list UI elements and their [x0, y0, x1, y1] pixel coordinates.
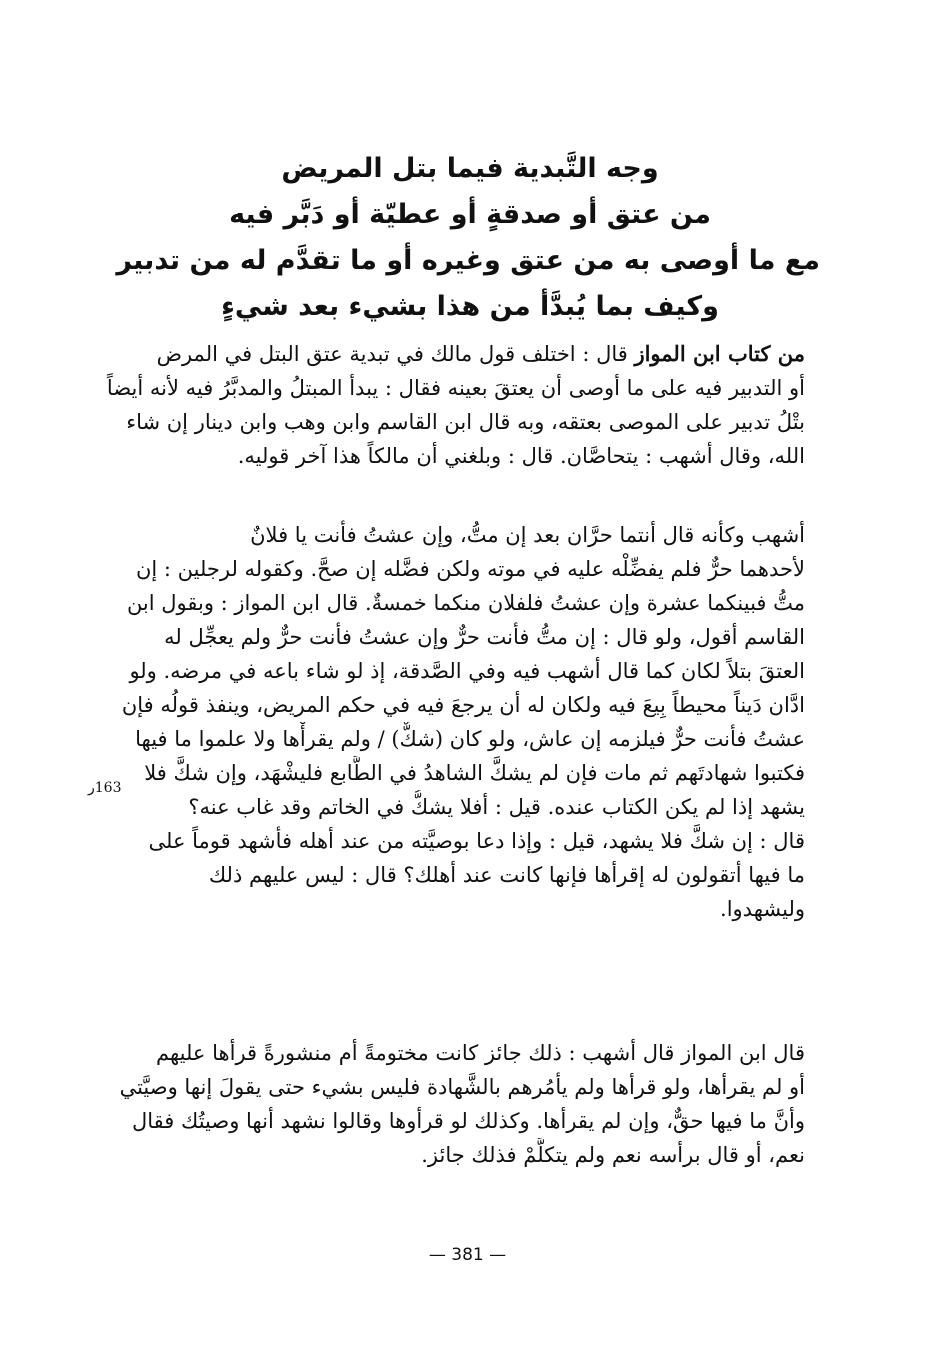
text-line: قال : إن شكَّ فلا يشهد، قيل : وإذا دعا بوصيَّته من عند أهله فأشهد قوماً على: [148, 829, 805, 853]
heading-line: وكيف بما يُبدَّأ من هذا بشيء بعد شيءٍ: [221, 291, 719, 322]
paragraph-1: [100, 337, 805, 473]
text-line: عشتُ فأنت حرٌّ فيلزمه إن عاش، ولو كان (شكٌّ) / ولم يقرأْها ولا علموا ما فيها: [135, 727, 805, 751]
text-line: الله، وقال أشهب : يتحاصَّان. قال : وبلغني أن مالكاً هذا آخر قوليه.: [237, 444, 805, 468]
text-line: أو لم يقرأها، ولو قرأها ولم يأمُرهم بالشَّهادة فليس بشيء حتى يقولَ إنها وصيَّتي: [119, 1075, 805, 1099]
paragraph-2: [100, 518, 805, 926]
text-line: فكتبوا شهادتَهم ثم مات فإن لم يشكَّ الشاهدُ في الطَّابع فليشْهَد، وإن شكَّ فلا: [144, 761, 805, 785]
text-line: وليشهدوا.: [720, 897, 805, 921]
text-line: وأنَّ ما فيها حقٌّ، وإن لم يقرأها. وكذلك لو قرأوها وقالوا نشهد أنها وصيتُك فقال: [132, 1109, 805, 1133]
text-line: القاسم أقول، ولو قال : إن متُّ فأنت حرٌّ وإن عشتُ فأنت حرٌّ ولم يعجِّل له: [164, 625, 805, 649]
heading-line: مع ما أوصى به من عتق وغيره أو ما تقدَّم له من تدبير: [116, 245, 820, 276]
text-line: أو التدبير فيه على ما أوصى أن يعتقَ بعينه فقال : يبدأ المبتلُ والمدبَّرُ فيه لأنه أيضاً: [106, 376, 805, 400]
text-line: أشهب وكأنه قال أنتما حرَّان بعد إن متُّ، وإن عشتُ فأنت يا فلانٌ: [250, 523, 805, 547]
manuscript-folio-note: 163ر: [88, 780, 122, 796]
text-line: قال ابن المواز قال أشهب : ذلك جائز كانت مختومةً أم منشورةً قرأها عليهم: [155, 1041, 805, 1065]
paragraph-3: [100, 1036, 805, 1172]
page-number: — 381 —: [428, 1245, 507, 1265]
source-opening: من كتاب ابن المواز: [634, 341, 805, 366]
text-line: نعم، أو قال برأسه نعم ولم يتكلَّمْ فذلك جائز.: [421, 1143, 805, 1167]
text-fragment: قال : اختلف قول مالك في تبدية عتق البتل في المرض: [156, 342, 635, 366]
heading-line: وجه التَّبدية فيما بتل المريض: [281, 153, 659, 184]
text-line: متُّ فبينكما عشرة وإن عشتُ فلفلان منكما خمسةٌ. قال ابن المواز : وبقول ابن: [126, 591, 805, 615]
text-line: [100, 337, 805, 371]
text-line: العتقَ بتلاً لكان كما قال أشهب فيه وفي الصَّدقة، إذ لو شاء باعه في مرضه. ولو: [129, 659, 805, 683]
text-line: يشهد إذا لم يكن الكتاب عنده. قيل : أفلا يشكُّ في الخاتم وقد غاب عنه؟: [188, 795, 805, 819]
text-line: بتْلُ تدبير على الموصى بعتقه، وبه قال ابن القاسم وابن وهب وابن دينار إن شاء: [126, 410, 805, 434]
text-line: ما فيها أتقولون له إقرأها فإنها كانت عند أهلك؟ قال : ليس عليهم ذلك: [208, 863, 805, 887]
text-line: ادَّان دَيناً محيطاً بِيعَ فيه ولكان له أن يرجعَ فيه في حكم المريض، وينفذ قولُه فإن: [121, 693, 805, 717]
chapter-heading: [116, 146, 820, 330]
text-line: لأحدهما حرٌّ فلم يفضِّلْه عليه في موته ولكن فضَّله إن صحَّ. وكقوله لرجلين : إن: [135, 557, 805, 581]
heading-line: من عتق أو صدقةٍ أو عطيّة أو دَبَّر فيه: [229, 199, 711, 230]
